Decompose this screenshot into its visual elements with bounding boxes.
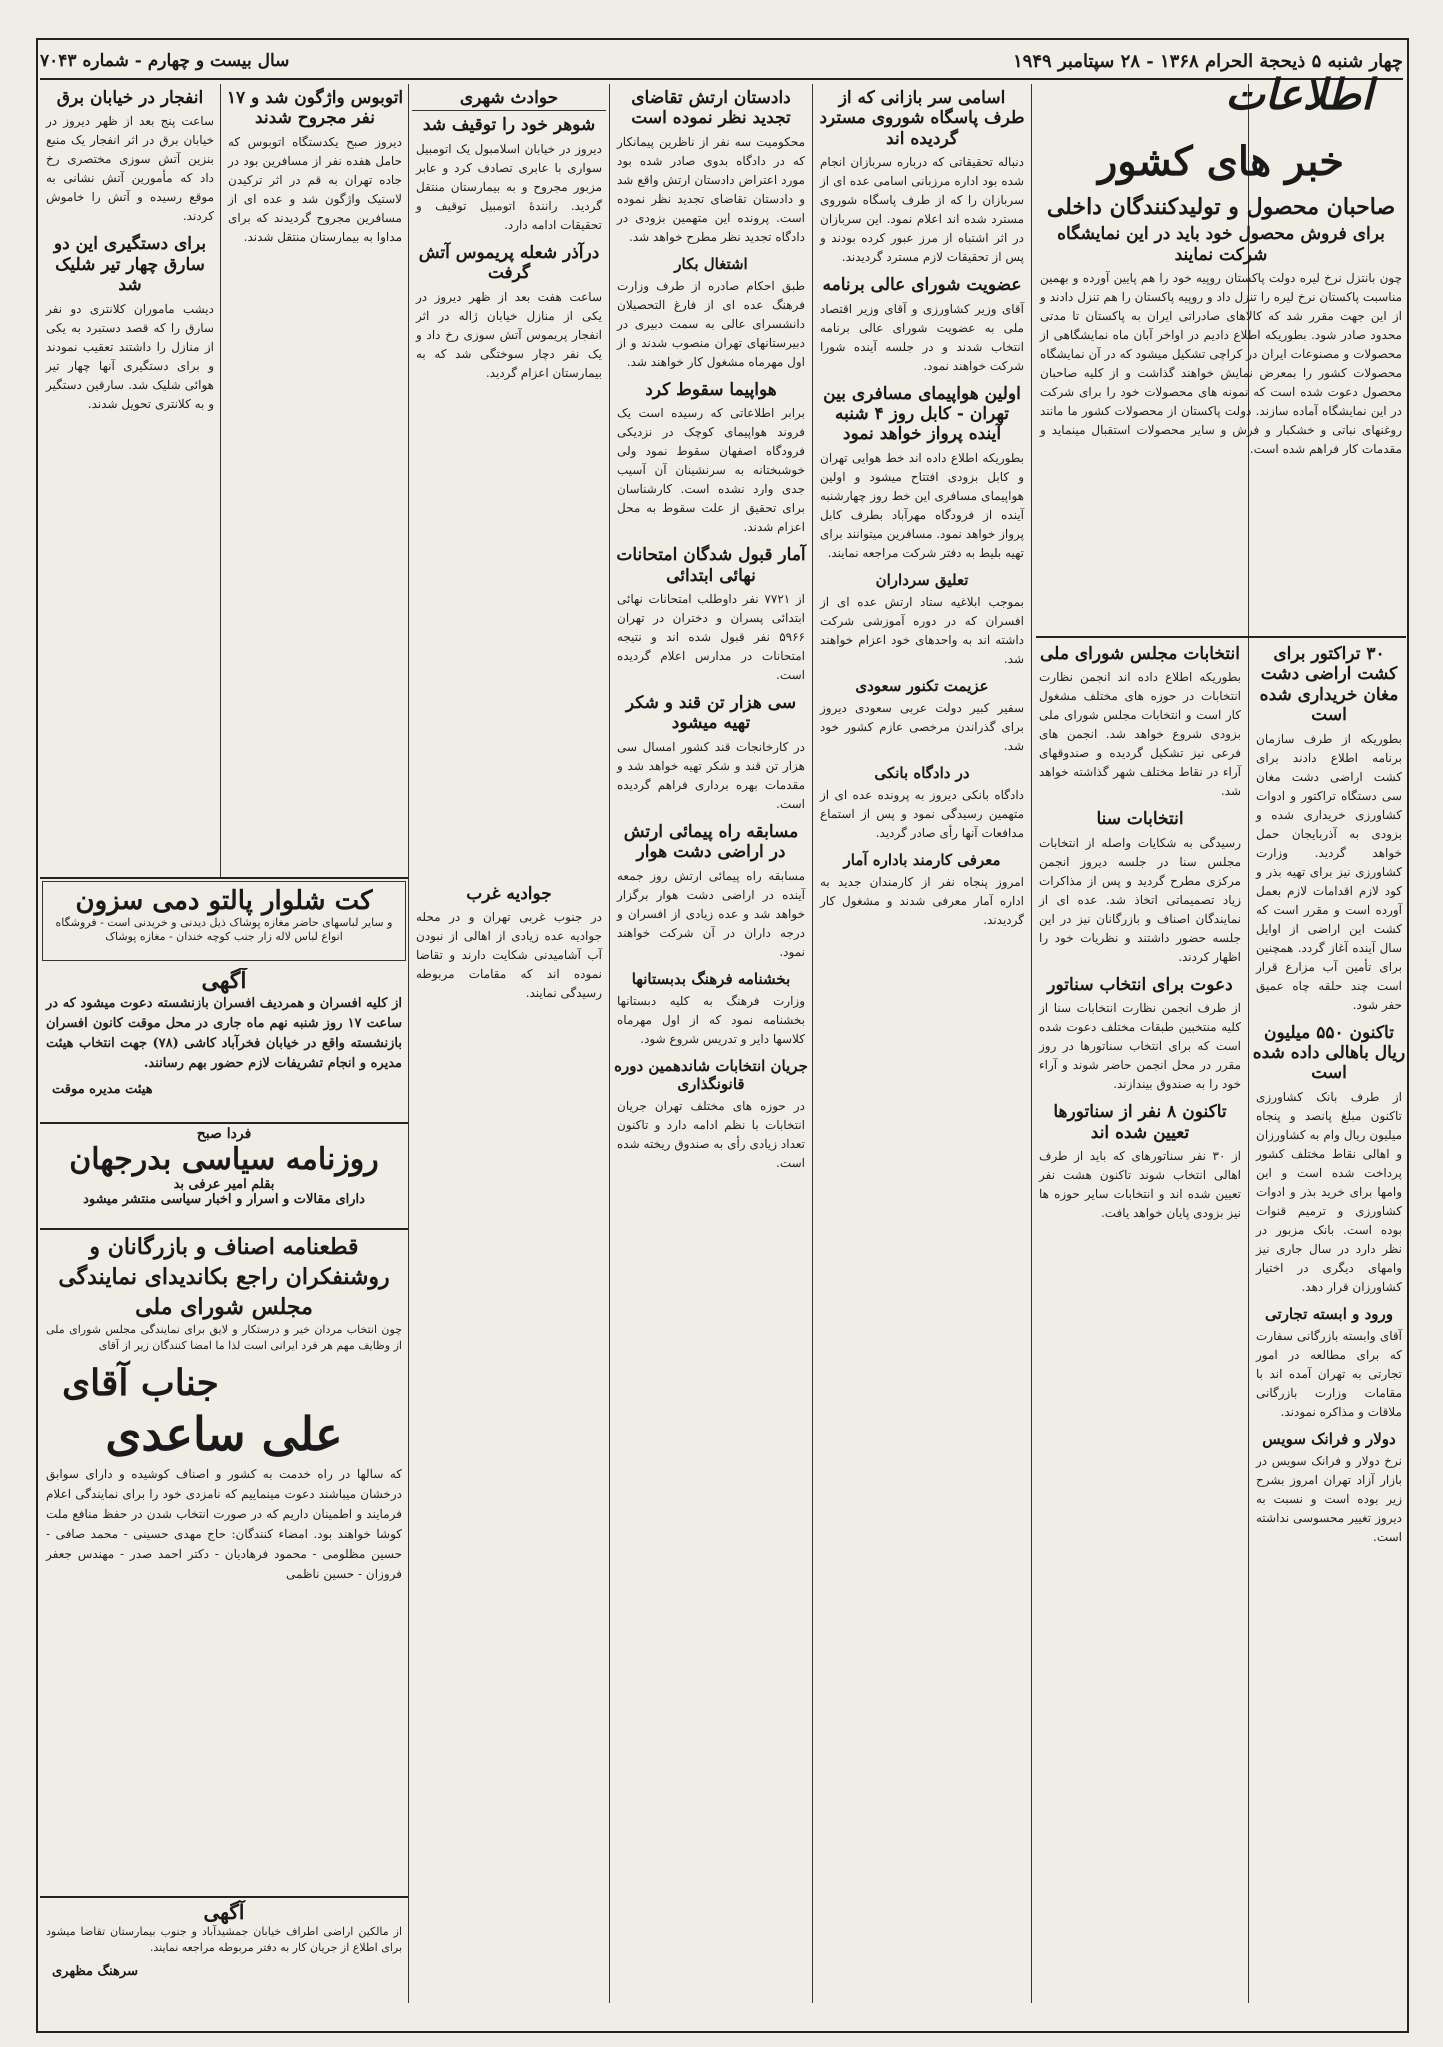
city-news-title: حوادث شهری — [412, 88, 606, 111]
newspaper-ad-name: روزنامه سیاسی بدرجهان — [69, 1142, 379, 1177]
loan-headline: تاکنون ۵۵۰ میلیون ریال باهالی داده شده است — [1252, 1022, 1406, 1084]
jobs-headline: اشتغال بکار — [674, 254, 748, 273]
resolution-title: قطعنامه اصناف و بازرگانان و روشنفکران راجع بکاندیدای نمایندگی مجلس شورای ملی — [58, 1234, 390, 1320]
council-headline: عضویت شورای عالی برنامه — [822, 275, 1022, 296]
dollar-article: نرخ دولار و فرانک سویس در بازار آزاد تهران امروز بشرح زیر بوده است و نسبت به دیروز تغییر محسوسی نداشته است. — [1256, 1453, 1402, 1544]
notice2-text: از مالکین اراضی اطراف خیابان جمشیدآباد و جنوب بیمارستان تقاضا میشود برای اطلاع از جریان کار به دفتر مربوطه مراجعه نمایند. — [46, 1925, 402, 1954]
course-article: بموجب ابلاغیه ستاد ارتش عده ای از افسران که در دوره آموزشی شرکت داشته اند به واحدهای خود اعزام خواهند شد. — [820, 594, 1024, 666]
notice-signature: هیئت مدیره موقت — [52, 1082, 153, 1097]
column-rule — [812, 84, 813, 2003]
senate-article: رسیدگی به شکایات واصله از انتخابات مجلس سنا در جلسه دیروز انجمن مرکزی مطرح گردید و پس از مذاکرات زیاد تصمیماتی اتخاذ شد. عده ای از نمایندگان اصناف و بازرگانان نیز در این جلسه حضور داشتند و نظریات خود را اظهار کردند. — [1039, 835, 1241, 964]
robbers-article: دیشب ماموران کلانتری دو نفر سارق را که قصد دستبرد به یکی از منازل را داشتند تعقیب نمودند و برای دستگیری آنها چهار تیر هوائی شلیک شد. سارقین دستگیر و به کلانتری تحویل شدند. — [46, 301, 214, 411]
legislature-headline: جریان انتخابات شاندهمین دوره قانونگذاری — [614, 1056, 808, 1093]
issue-line: سال بیست و چهارم - شماره ۷۰۴۳ — [40, 51, 290, 71]
jobs-article: طبق احکام صادره از طرف وزارت فرهنگ عده ای از فارغ التحصیلان دانشسرای عالی به سمت دبیری در دبیرستانهای تهران منصوب شدند و از اول مهرماه مشغول کار خواهند شد. — [617, 278, 805, 369]
council-article: آقای وزیر کشاورزی و آقای وزیر اقتصاد ملی به عضویت شورای عالی برنامه انتخاب شدند و در جلسه آینده شورا شرکت خواهند نمود. — [820, 301, 1024, 373]
newspaper-ad-author: بقلم امیر عرفی بد — [173, 1177, 275, 1192]
notice2-title: آگهی — [203, 1900, 245, 1924]
notice-title: آگهی — [201, 968, 247, 994]
newspaper-ad-desc: دارای مقالات و اسرار و اخبار سیاسی منتشر میشود — [83, 1192, 365, 1207]
ceremony-headline: عزیمت تکنور سعودی — [855, 676, 989, 695]
tractor-headline: ۳۰ تراکتور برای کشت اراضی دشت مغان خریداری شده است — [1259, 644, 1399, 726]
blast-headline: انفجار در خیابان برق — [56, 88, 204, 108]
javadiyeh-article: در جنوب غربی تهران و در محله جوادیه عده زیادی از اهالی از نبودن آب آشامیدنی شکایت دارند و تقاضا نموده اند که مقامات مربوطه رسیدگی نمایند. — [416, 910, 602, 1001]
column-4 — [613, 84, 809, 2003]
blast-article: ساعت پنج بعد از ظهر دیروز در خیابان برق در اثر انفجار یک منبع بنزین آتش سوزی مختصری رخ داد که مأمورین آتش نشانی به موقع رسیده و آتش را خاموش کردند. — [46, 114, 214, 224]
army-article: محکومیت سه نفر از ناظرین پیمانکار که در دادگاه بدوی صادر شده بود مورد اعتراض دادستان ارتش واقع شد و دادستان تقاضای تجدید نظر نموده است. پرونده این متهمین بزودی در دادگاه تجدید نظر مطرح خواهد شد. — [617, 134, 805, 244]
robbers-headline: برای دستگیری این دو سارق چهار تیر شلیک شد — [53, 234, 207, 296]
courts-article: دادگاه بانکی دیروز به پرونده عده ای از متهمین رسیدگی نمود و پس از استماع مدافعات آنها رأی صادر گردید. — [820, 787, 1024, 840]
senate-headline: انتخابات سنا — [1096, 809, 1184, 830]
column-5 — [412, 84, 606, 877]
candidate-label: جناب آقای — [62, 1362, 219, 1404]
section-rule — [40, 1228, 408, 1230]
plane-article: برابر اطلاعاتی که رسیده است یک فروند هواپیمای کوچک در نزدیکی فرودگاه اصفهان سقوط نمود ولی خوشبختانه به سرنشینان آن آسیب جدی وارد نشده است. کارشناسان برای تحقیق از علت سقوط به محل اعزام شدند. — [617, 406, 805, 535]
exams-article: از ۷۷۲۱ نفر داوطلب امتحانات نهائی ابتدائی پسران و دختران در تهران ۵۹۶۶ نفر قبول شده اند و نتیجه امتحانات در مدارس اعلام گردیده است. — [617, 591, 805, 682]
candidate-name: علی ساعدی — [105, 1407, 343, 1461]
newspaper-ad — [42, 1126, 406, 1226]
courts-headline: در دادگاه بانکی — [874, 763, 970, 782]
column-6 — [224, 84, 406, 877]
senators-count-article: از ۳۰ نفر سناتورهای که باید از طرف اهالی انتخاب شوند تاکنون هشت نفر تعیین شده اند و انتخابات سایر حوزه ها نیز بزودی پایان خواهد یافت. — [1039, 1148, 1242, 1220]
march-article: مسابقه راه پیمائی ارتش روز جمعه آینده در اراضی دشت هوار برگزار خواهد شد و عده زیادی از افسران و درجه داران در آن شرکت خواهند نمود. — [617, 868, 805, 959]
section-rule — [40, 877, 408, 879]
sugar-article: در کارخانجات قند کشور امسال سی هزار تن قند و شکر تهیه خواهد شد و مقدمات بهره برداری فراهم گردیده است. — [617, 739, 805, 811]
statistics-headline: معرفی کارمند باداره آمار — [843, 850, 1001, 869]
flight-headline: اولین هواپیمای مسافری بین تهران - کابل روز ۴ شنبه آینده پرواز خواهد نمود — [823, 383, 1021, 445]
column-rule — [609, 84, 610, 2003]
statistics-article: امروز پنجاه نفر از کارمندان جدید به اداره آمار معرفی شدند و مشغول کار گردیدند. — [820, 874, 1024, 927]
senator-article: از طرف انجمن نظارت انتخابات سنا از کلیه منتخبین طبقات مختلف دعوت شده است که برای انتخاب سناتورها در روز مقرر در محل انجمن حاضر شوند و آراء خود را به صندوق بیندازند. — [1039, 1001, 1241, 1092]
elections-article: بطوریکه اطلاع داده اند انجمن نظارت انتخابات در حوزه های مختلف مشغول کار است و انتخابات مجلس شورای ملی بزودی شروع خواهد شد. انجمن های فرعی نیز تشکیل گردیده و صندوقهای آراء در نقاط مختلف شهر گذاشته خواهد شد. — [1039, 670, 1241, 799]
car-article: دیروز در خیابان اسلامبول یک اتومبیل سواری با عابری تصادف کرد و عابر مزبور مجروح و به بیمارستان منتقل گردید. رانندهٔ اتومبیل توقیف و تحقیقات ادامه دارد. — [416, 141, 602, 232]
clothes-ad-title: کت شلوار پالتو دمی سزون — [75, 886, 373, 916]
notice-text: از کلیه افسران و همردیف افسران بازنشسته دعوت میشود که در ساعت ۱۷ روز شنبه نهم ماه جاری در محل موقت کانون افسران بازنشسته واقع در خیابان فخرآباد کاشی (۷۸) جهت انتخاب هیئت مدیره و انجام تشریفات لازم حضور بهم رسانند. — [46, 996, 403, 1071]
flight-article: بطوریکه اطلاع داده اند خط هوایی تهران و کابل بزودی افتتاح میشود و اولین هواپیمای مسافری این خط روز چهارشنبه آینده از فرودگاه مهرآباد بطرف کابل پرواز خواهد نمود. مسافرین میتوانند برای تهیه بلیط به دفتر شرکت مراجعه نمایند. — [820, 450, 1024, 560]
sugar-headline: سی هزار تن قند و شکر تهیه میشود — [625, 692, 797, 734]
senators-count-headline: تاکنون ۸ نفر از سناتورها تعیین شده اند — [1053, 1102, 1227, 1143]
officers-notice — [42, 968, 406, 1118]
course-headline: تعلیق سرداران — [875, 570, 969, 589]
column-3 — [816, 84, 1028, 2003]
newspaper-ad-tomorrow: فردا صبح — [196, 1126, 252, 1142]
section-rule — [40, 1122, 408, 1124]
elections-headline: انتخابات مجلس شورای ملی — [1040, 644, 1240, 664]
car-headline: شوهر خود را توقیف شد — [422, 115, 596, 136]
plane-headline: هواپیما سقوط کرد — [645, 379, 777, 400]
tractor-article: بطوریکه از طرف سازمان برنامه اطلاع دادند برای کشت اراضی دشت مغان سی دستگاه تراکتور و ادوات کشاورزی خریداری شده و بزودی به آذربایجان حمل خواهد گردید. وزارت کشاورزی نیز برای تهیه بذر و کود لازم اقدامات لازم بعمل آورده است و مقرر است که کشت این اراضی از اوایل سال آینده آغاز گردد. همچنین برای تأمین آب مزارع قرار است چند حلقه چاه عمیق حفر شود. — [1256, 731, 1402, 1012]
senator-headline: دعوت برای انتخاب سناتور — [1047, 974, 1233, 995]
section-rule — [1036, 636, 1406, 638]
trade-headline: ورود و ابسته تجارتی — [1265, 1304, 1393, 1323]
lead-subhead: برای فروش محصول خود باید در این نمایشگاه شرکت نمایند — [1057, 224, 1385, 265]
army-headline: دادستان ارتش تقاضای تجدید نظر نموده است — [631, 88, 791, 129]
fire-headline: درآذر شعله پریموس آتش گرفت — [418, 242, 600, 284]
dollar-headline: دولار و فرانک سویس — [1262, 1429, 1396, 1448]
pakistan-article: دنباله تحقیقاتی که درباره سربازان انجام شده بود اداره مرزبانی اسامی عده ای از سربازان را که از طرف پاسگاه شوروی مسترد شده اند اعلام نمود. این سربازان در اثر اشتباه از مرز عبور کرده بودند و پس از تحقیقات لازم مسترد گردیدند. — [820, 155, 1024, 265]
landowners-notice — [42, 1900, 406, 2028]
clothes-ad-text: و سایر لباسهای حاضر مغازه پوشاک ذیل دیدنی و خریدنی است - فروشگاه انواع لباس لاله زار جنب کوچه خندان - مغازه پوشاک — [55, 916, 393, 943]
column-rule — [1031, 84, 1032, 2003]
column-7 — [42, 84, 218, 877]
ceremony-article: سفیر کبیر دولت عربی سعودی دیروز برای گذراندن مرخصی عازم کشور خود شد. — [820, 700, 1024, 753]
resolution-ad — [42, 1232, 406, 1892]
legislature-article: در حوزه های مختلف تهران جریان انتخابات با نظم ادامه دارد و تاکنون تعداد زیادی رأی به صندوق ریخته شده است. — [617, 1098, 805, 1170]
column-1-lower — [1252, 640, 1406, 2003]
notice2-signature: سرهنگ مظهری — [52, 1964, 138, 1979]
column-rule — [220, 84, 221, 877]
clothes-ad — [42, 881, 406, 961]
section-title: خبر های کشور — [1097, 138, 1344, 185]
culture-article: وزارت فرهنگ به کلیه دبستانها بخشنامه نمود که از اول مهرماه کلاسها دایر و تدریس شروع شود. — [617, 993, 805, 1046]
bus-headline: اتوبوس واژگون شد و ۱۷ نفر مجروح شدند — [226, 88, 404, 129]
masthead-logo: اطلاعات — [1225, 69, 1373, 119]
march-headline: مسابقه راه پیمائی ارتش در اراضی دشت هوار — [623, 821, 799, 863]
column-rule — [408, 84, 409, 2003]
javadiyeh-headline: جوادیه غرب — [466, 884, 552, 904]
resolution-body: که سالها در راه خدمت به کشور و اصناف کوشیده و دارای سوابق درخشان میباشند دعوت مینماییم که نامزدی خود را برای نمایندگی اعلام فرمایند و اطمینان داریم که در صورت انتخاب شدن در حفظ منافع ملت کوشا خواهند بود. امضاء کنندگان: حاج مهدی حسینی - محمد صافی - حسین مظلومی - محمود فرهادیان - دکتر احمد صدر - مهندس جعفر فروزان - حسین ناظمی — [46, 1467, 402, 1581]
lead-headline: صاحبان محصول و تولیدکنندگان داخلی — [1046, 194, 1396, 220]
loan-article: از طرف بانک کشاورزی تاکنون مبلغ پانصد و پنجاه میلیون ریال وام به کشاورزان و اهالی نقاط مختلف کشور پرداخت شده است و این وامها برای خرید بذر و ادوات کشاورزی و ترمیم قنوات بوده است. بانک مزبور در نظر دارد در سال جاری نیز وامهای دیگری در اختیار کشاورزان قرار دهد. — [1256, 1089, 1402, 1294]
exams-headline: آمار قبول شدگان امتحانات نهائی ابتدائی — [616, 545, 806, 586]
column-5-lower — [412, 880, 606, 2003]
fire-article: ساعت هفت بعد از ظهر دیروز در یکی از منازل خیابان ژاله در اثر انفجار پریموس آتش سوزی رخ داد و یک نفر دچار سوختگی شد که به بیمارستان اعزام گردید. — [416, 289, 602, 380]
lead-article: چون بانتزل نرخ لیره دولت پاکستان روپیه خود را هم پایین آورده و بهمین مناسبت پاکستان نرخ لیره را تنزل داد و روپیه پاکستان را هم تنزل دادند و از این جهت مقرر شد که کالاهای صادراتی ایران به پاکستان تا مدتی محدود صادر شود. بطوریکه اطلاع دادیم در اواخر آبان ماه نمایشگاهی از محصولات و مصنوعات ایران در کراچی تشکیل میشود که در آن نمایشگاه محصولات کشور را بمعرض نمایش خواهند گذاشت و از کلیه صاحبان محصول دعوت شده است که نمونه های محصولات خود را برای شرکت در این نمایشگاه آماده سازند. دولت پاکستان از محصولات کشور ما مانند روغنهای نباتی و خشکبار و فرش و سایر محصولات استقبال مینماید و مقدمات کار فراهم شده است. — [1040, 271, 1402, 457]
culture-headline: بخشنامه فرهنگ بدبستانها — [631, 969, 791, 988]
trade-article: آقای وابسته بازرگانی سفارت که برای مطالعه در امور تجارتی به تهران آمده اند با مقامات وزارت بازرگانی ملاقات و مذاکره نمودند. — [1256, 1328, 1402, 1419]
date-line: چهار شنبه ۵ ذیحجة الحرام ۱۳۶۸ - ۲۸ سپتامبر ۱۹۴۹ — [1013, 50, 1403, 72]
resolution-intro: چون انتخاب مردان خیر و درستکار و لایق برای نمایندگی مجلس شورای ملی از وظایف مهم هر فرد ایرانی است لذا ما امضا کنندگان زیر از آقای — [46, 1323, 402, 1352]
pakistan-headline: اسامی سر بازانی که از طرف پاسگاه شوروی مسترد گردیده اند — [819, 88, 1025, 149]
section-rule — [40, 1896, 408, 1898]
bus-article: دیروز صبح یکدستگاه اتوبوس که حامل هفده نفر از مسافرین بود در جاده تهران به قم در اثر ترکیدن لاستیک واژگون شد و عده ای از مسافرین مجروح گردیدند که برای مداوا به بیمارستان منتقل شدند. — [228, 134, 402, 244]
column-2 — [1035, 640, 1245, 2003]
